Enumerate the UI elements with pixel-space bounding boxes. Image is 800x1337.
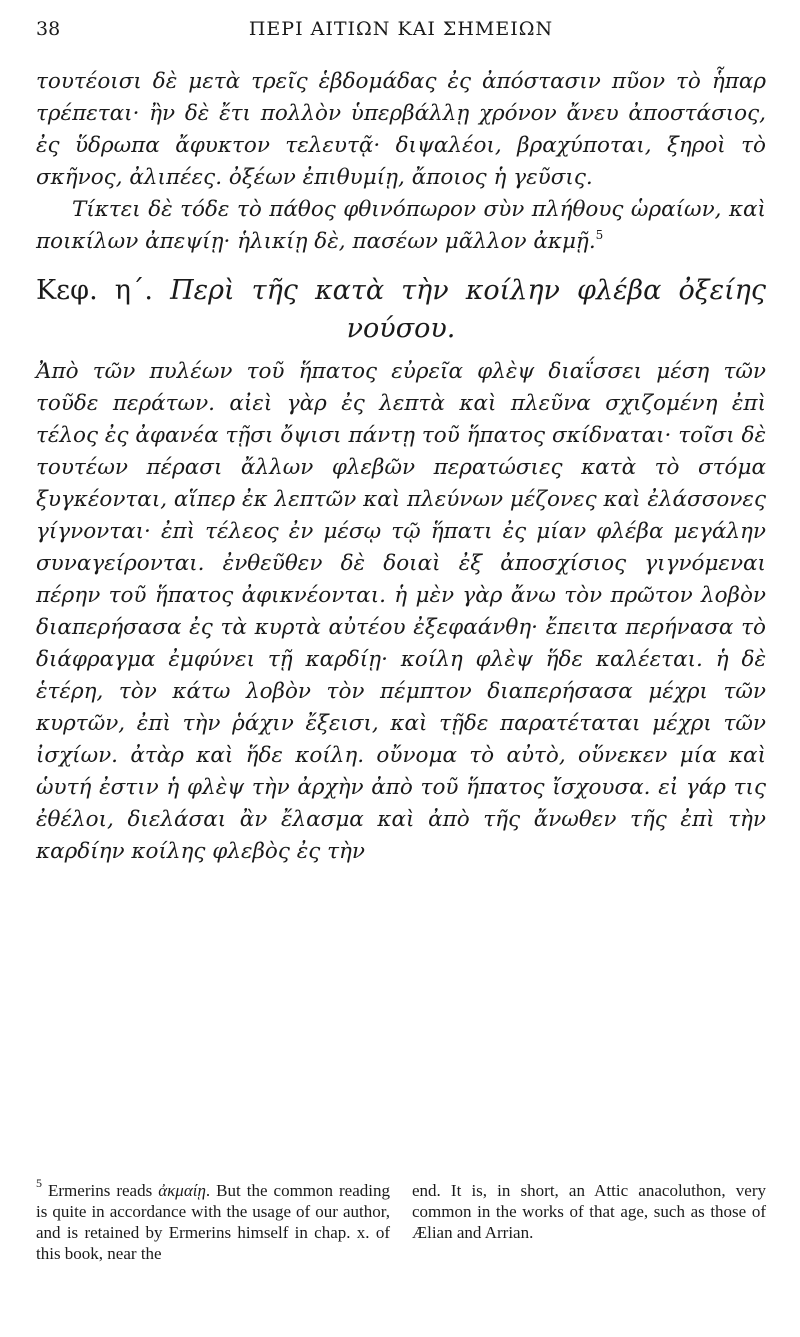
chapter-heading bbox=[36, 272, 766, 348]
running-title: ΠΕΡΙ ΑΙΤΙΩΝ ΚΑΙ ΣΗΜΕΙΩΝ bbox=[248, 18, 554, 40]
footnote-column-2 bbox=[412, 1180, 766, 1264]
footnote-column-1 bbox=[36, 1176, 390, 1264]
paragraph-3 bbox=[36, 356, 766, 868]
paragraph-3-text: Ἀπὸ τῶν πυλέων τοῦ ἥπατος εὐρεῖα φλὲψ διαΐσσει μέση τῶν τοῦδε περάτων. αἰεὶ γὰρ ἐς λεπτὰ καὶ πλεῦνα σχιζομένη ἐπὶ τέλος ἐς ἀφανέα τῇσι ὄψισι πάντῃ τοῦ ἥπατος σκίδναται· τοῖσι δὲ τουτέων πέρασι ἄλλων φλεβῶν περατώσιες κατὰ τὸ στόμα ξυγκέονται, αἵπερ ἐκ λεπτῶν καὶ πλεύνων μέζονες καὶ ἐλάσσονες γίγνονται· ἐπὶ τέλεος ἐν μέσῳ τῷ ἥπατι ἐς μίαν φλέβα μεγάλην συναγείρονται. ἐνθεῦθεν δὲ δοιαὶ ἐξ ἀποσχίσιος γιγνόμεναι πέρην τοῦ ἥπατος ἀφικνέονται. ἡ μὲν γὰρ ἄνω τὸν πρῶτον λοβὸν διαπερήσασα ἐς τὰ κυρτὰ αὐτέου ἐξεφαάνθη· ἔπειτα περήνασα τὸ διάφραγμα ἐμφύνει τῇ καρδίῃ· κοίλη φλὲψ ἥδε καλέεται. ἡ δὲ ἑτέρη, τὸν κάτω λοβὸν τὸν πέμπτον διαπερήσασα μέχρι τῶν κυρτῶν, ἐπὶ τὴν ῥάχιν ἔξεισι, καὶ τῇδε παρατέταται μέχρι τῶν ἰσχίων. ἀτὰρ καὶ ἥδε κοίλη. οὔνομα τὸ αὐτὸ, οὕνεκεν μία καὶ ὡυτή ἐστιν ἡ φλὲψ τὴν ἀρχὴν ἀπὸ τοῦ ἥπατος ἴσχουσα. εἰ γάρ τις ἐθέλοι, διελάσαι ἂν ἔλασμα καὶ ἀπὸ τῆς ἄνωθεν τῆς ἐπὶ τὴν καρδίην κοίλης φλεβὸς ἐς τὴν bbox=[36, 359, 766, 864]
paragraph-2-text: Τίκτει δὲ τόδε τὸ πάθος φθινόπωρον σὺν πλήθους ὡραίων, καὶ ποικίλων ἀπεψίῃ· ἡλικίῃ δὲ, πασέων μᾶλλον ἀκμῇ. bbox=[36, 197, 766, 254]
paragraph-1-text: τουτέοισι δὲ μετὰ τρεῖς ἑβδομάδας ἐς ἀπόστασιν πῦον τὸ ἧπαρ τρέπεται· ἢν δὲ ἔτι πολλὸν ὑπερβάλλῃ χρόνον ἄνευ ἀποστάσιος, ἐς ὕδρωπα ἄφυκτον τελευτᾷ· διψαλέοι, βραχύποται, ξηροὶ τὸ σκῆνος, ἀλιπέες. ὀξέων ἐπιθυμίῃ, ἄποιος ἡ γεῦσις. bbox=[36, 69, 766, 190]
footnote-text-continued: . But the common reading is quite in accordance with the usage of our author, and is retained by Ermerins himself in chap. x. of this book, near the bbox=[36, 1181, 390, 1263]
page-header bbox=[36, 18, 766, 58]
footnote-marker: 5 bbox=[595, 228, 604, 242]
footnote-text-start: Ermerins reads bbox=[48, 1181, 159, 1200]
footnote-greek-word: ἀκμαίῃ bbox=[158, 1181, 206, 1200]
main-text bbox=[36, 66, 766, 868]
page bbox=[36, 18, 766, 868]
chapter-title-start: Περὶ τῆς κατὰ τὴν κοίλην φλέβα ὀξείης bbox=[170, 275, 766, 306]
paragraph-1 bbox=[36, 66, 766, 194]
chapter-title-end: νούσου. bbox=[346, 313, 456, 344]
footnote-number: 5 bbox=[36, 1176, 42, 1190]
chapter-label: Κεφ. η΄. bbox=[36, 275, 153, 306]
page-number: 38 bbox=[36, 18, 61, 40]
footnotes bbox=[36, 1176, 766, 1264]
footnote-text-end: end. It is, in short, an Attic anacoluthon, very common in the works of that age, such as those of Ælian and Arrian. bbox=[412, 1181, 766, 1242]
chapter-heading-line-1 bbox=[36, 272, 766, 310]
paragraph-2 bbox=[36, 194, 766, 258]
